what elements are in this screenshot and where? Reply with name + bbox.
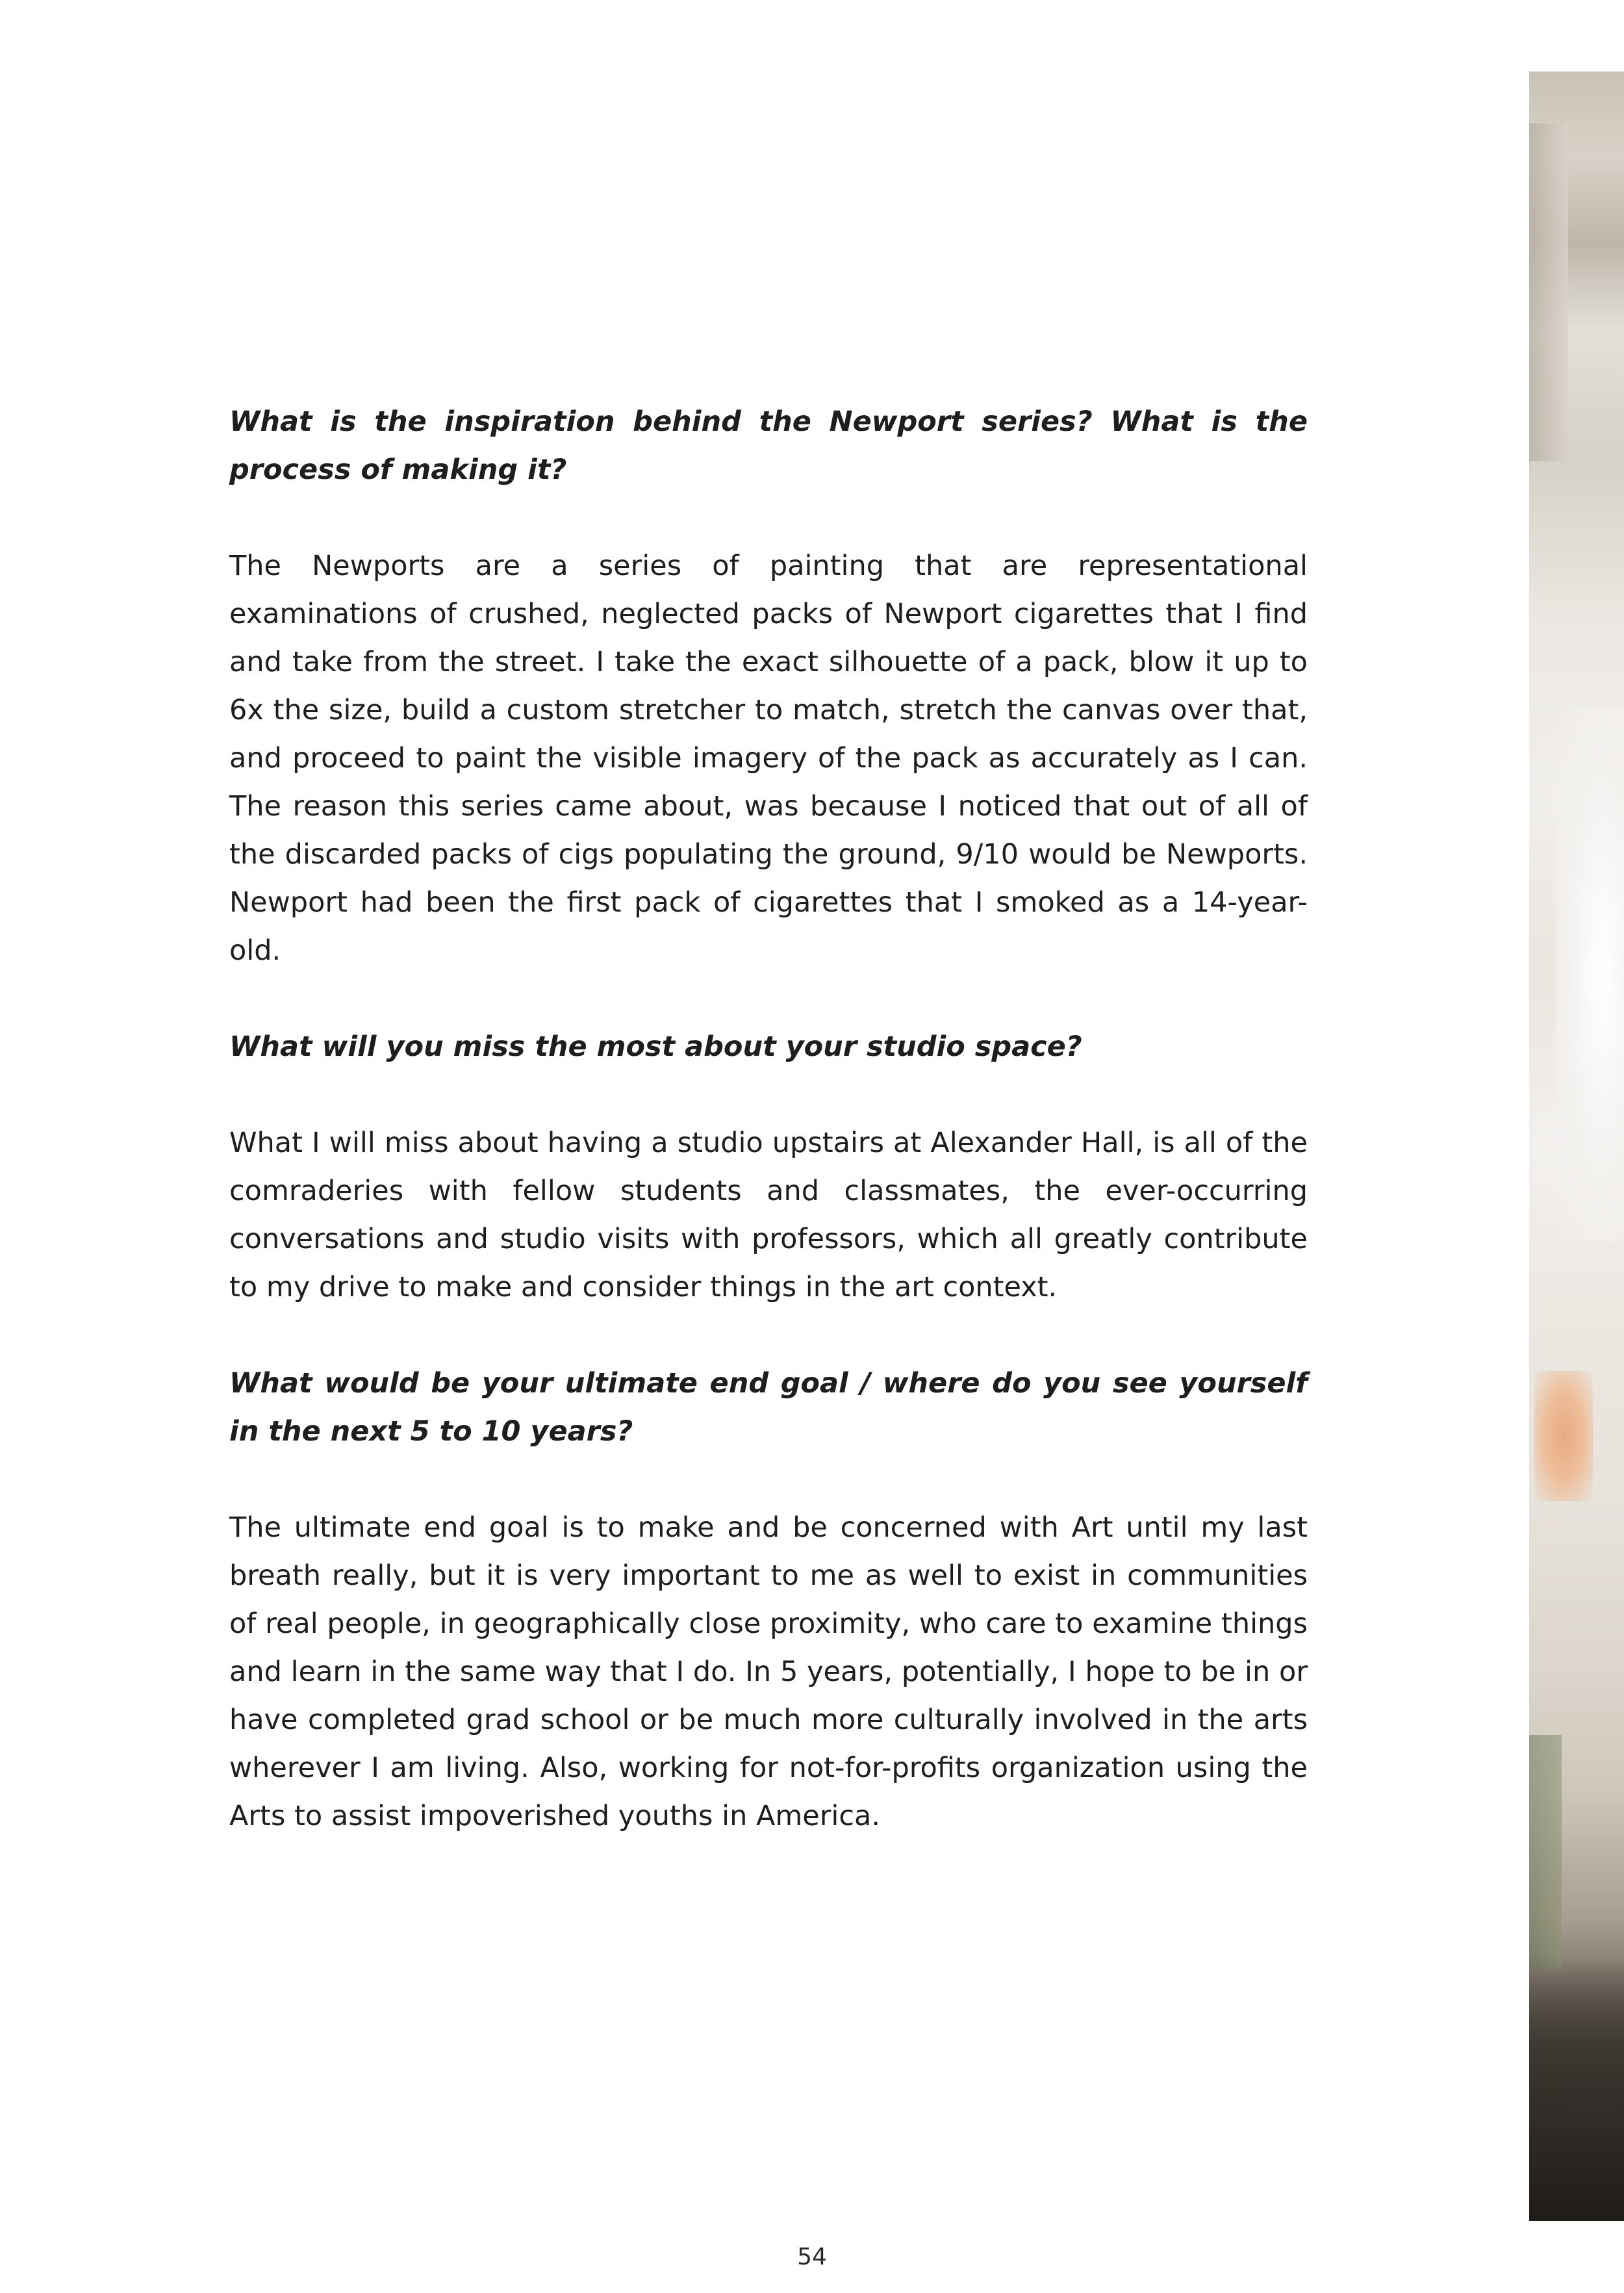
answer-3: The ultimate end goal is to make and be concerned with Art until my last breath really, but it is very important to me as well to exist in communities of real people, in geographically close proximity, who care to examine things and learn in the same way that I do. In 5 years, potentially, I hope to be in or have completed grad school or be much more culturally involved in the arts wherever I am living. Also, working for not-for-profits organization using the Arts to assist impoverished youths in America. (229, 1511, 1308, 1832)
question-1: What is the inspiration behind the Newport series? What is the process of making it? (229, 405, 1308, 486)
photo-side-detail (1529, 1735, 1562, 1969)
question-3: What would be your ultimate end goal / where do you see yourself in the next 5 to 10 years? (229, 1367, 1308, 1448)
photo-dark-floor (1529, 1956, 1624, 2221)
photo-hand (1534, 1371, 1593, 1501)
page-number: 54 (797, 2244, 827, 2270)
answer-2: What I will miss about having a studio upstairs at Alexander Hall, is all of the comraderies with fellow students and classmates, the ever-occurring conversations and studio visits with professors, which all greatly contribute to my drive to make and consider things in the art context. (229, 1127, 1308, 1303)
photo-background-detail (1529, 123, 1568, 461)
cropped-photograph (1529, 71, 1624, 2221)
photo-white-garment (1555, 708, 1624, 1241)
question-2: What will you miss the most about your studio space? (229, 1031, 1082, 1063)
interview-content (229, 398, 1308, 1840)
answer-1: The Newports are a series of painting that are representational examinations of crushed, neglected packs of Newport cigarettes that I find and take from the street. I take the exact silhouette of a pack, blow it up to 6x the size, build a custom stretcher to match, stretch the canvas over that, and proceed to paint the visible imagery of the pack as accurately as I can. The reason this series came about, was because I noticed that out of all of the discarded packs of cigs populating the ground, 9/10 would be Newports. Newport had been the first pack of cigarettes that I smoked as a 14-year-old. (229, 550, 1308, 967)
